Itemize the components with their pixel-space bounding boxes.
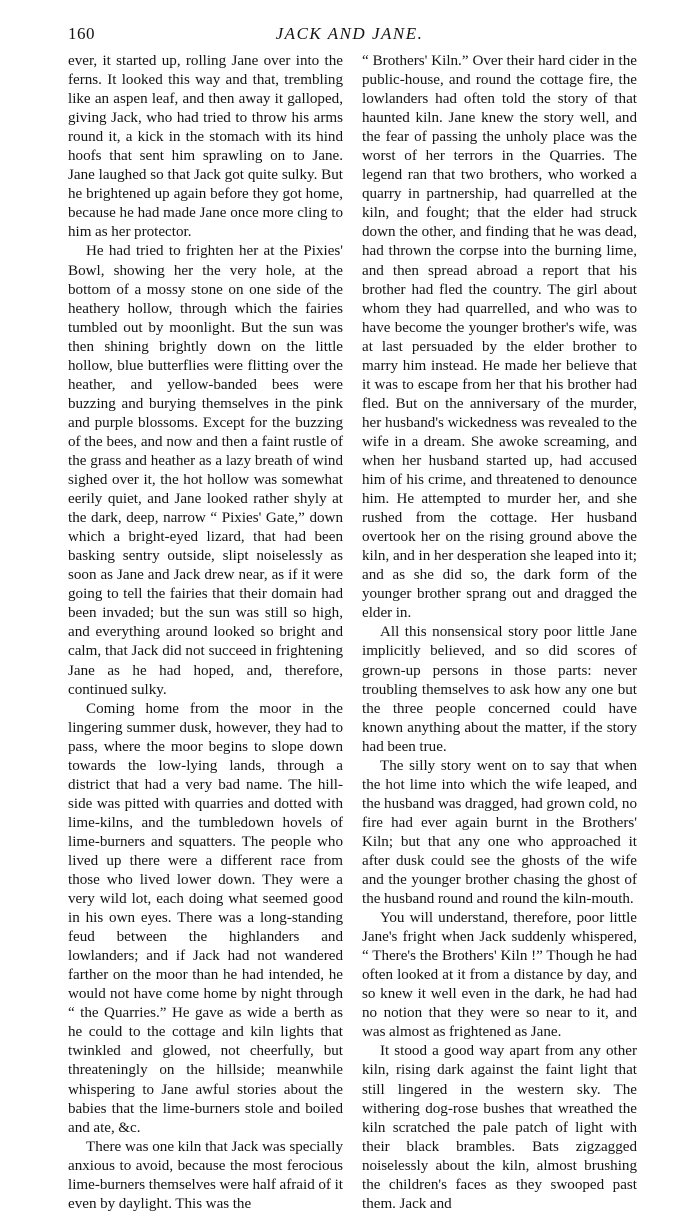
paragraph: ever, it started up, rolling Jane over into the ferns. It looked this way and that, trembling like an aspen leaf, and then away it galloped, giving Jack, who had tried to throw his arms round it, a kick in the stomach with its hind hoofs that sent him sprawling on to Jane. Jane laughed so that Jack got quite sulky. But he brightened up again before they got home, because he had made Jane once more cling to him as her protector. — [68, 53, 343, 241]
paragraph: He had tried to frighten her at the Pixies' Bowl, showing her the very hole, at the bottom of a mossy stone on one side of the heathery hollow, through which the fairies tumbled out by moonlight. But the sun was then shining brightly down on the little hollow, blue butterflies were flitting over the heather, and yellow-banded bees were buzzing and burying themselves in the pink and purple blossoms. Except for the buzzing of the bees, and now and then a faint rustle of the grass and heather as a lazy breath of wind sighed over it, the hot hollow was somewhat eerily quiet, and Jane looked rather shyly at the dark, deep, narrow “ Pixies' Gate,” down which a bright-eyed lizard, that had been basking sentry outside, slipt noiselessly as soon as Jane and Jack drew near, as if it were going to tell the fairies that their domain had been invaded; but the sun was still so high, and everything around looked so bright and calm, that Jack did not succeed in frightening Jane as he had hoped, and, therefore, continued sulky. — [68, 243, 343, 698]
text-columns — [68, 52, 637, 1212]
paragraph: “ Brothers' Kiln.” Over their hard cider in the public-house, and round the cottage fire, the lowlanders had often told the story of that haunted kiln. Jane knew the story well, and the fear of passing the unholy place was the worst of her terrors in the Quarries. The legend ran that two brothers, who worked a quarry in partnership, had quarrelled at the kiln, and fought; that the elder had struck down the other, and finding that he was dead, had thrown the corpse into the burning lime, and then spread abroad a report that his brother had fled the country. The girl about whom they had quarrelled, and who was to have become the younger brother's wife, was at last persuaded by the elder brother to marry him instead. He made her believe that it was to escape from her that his brother had fled. But on the anniversary of the murder, her husband's wickedness was revealed to the wife in a dream. She awoke screaming, and when her husband started up, had accused him of his crime, and threatened to denounce him. He attempted to murder her, and she rushed from the cottage. Her husband overtook her on the rising ground above the kiln, and in her desperation she leaped into it; and as she did so, the dark form of the younger brother sprang out and dragged the elder in. — [362, 53, 637, 622]
paragraph: All this nonsensical story poor little Jane implicitly believed, and so did scores of grown-up persons in those parts: never troubling themselves to ask how any one but the three people concerned could have known anything about the matter, if the story had been true. — [362, 624, 637, 755]
running-title: JACK AND JANE. — [275, 24, 424, 43]
paragraph: The silly story went on to say that when the hot lime into which the wife leaped, and the husband was dragged, had grown cold, no fire had ever again burnt in the Brothers' Kiln; but that any one who approached it after dusk could see the ghosts of the wife and the younger brother chasing the ghost of the husband round and round the kiln-mouth. — [362, 757, 637, 908]
right-column — [362, 52, 637, 1212]
paragraph: It stood a good way apart from any other kiln, rising dark against the faint light that still lingered in the western sky. The withering dog-rose bushes that wreathed the kiln scratched the pale patch of light with their black brambles. Bats zigzagged noiselessly about the kiln, almost brushing the children's faces as they swooped past them. Jack and — [362, 1043, 637, 1212]
left-column — [68, 52, 343, 1212]
page-number: 160 — [68, 24, 95, 43]
page-header — [68, 24, 631, 52]
paragraph: Coming home from the moor in the lingering summer dusk, however, they had to pass, where the moor begins to slope down towards the low-lying lands, through a district that had a very bad name. The hill-side was pitted with quarries and dotted with lime-kilns, and the tumbledown hovels of lime-burners and squatters. The people who lived up there were a different race from those who lived lower down. They were a very wild lot, each doing what seemed good in his own eyes. There was a long-standing feud between the highlanders and lowlanders; and if Jack had not wandered farther on the moor than he had intended, he would not have come home by night through “ the Quarries.” He gave as wide a berth as he could to the cottage and kiln lights that twinkled and glowed, not cheerfully, but threateningly on the hillside; meanwhile whispering to Jane awful stories about the babies that the lime-burners stole and boiled and ate, &c. — [68, 700, 343, 1136]
paragraph: There was one kiln that Jack was specially anxious to avoid, because the most ferocious lime-burners themselves were half afraid of it even by daylight. This was the — [68, 1138, 343, 1212]
paragraph: You will understand, therefore, poor little Jane's fright when Jack suddenly whispered, “ There's the Brothers' Kiln !” Though he had often looked at it from a distance by day, and so knew it well even in the dark, he had had no notion that they were so near to it, and was almost as frightened as Jane. — [362, 910, 637, 1041]
